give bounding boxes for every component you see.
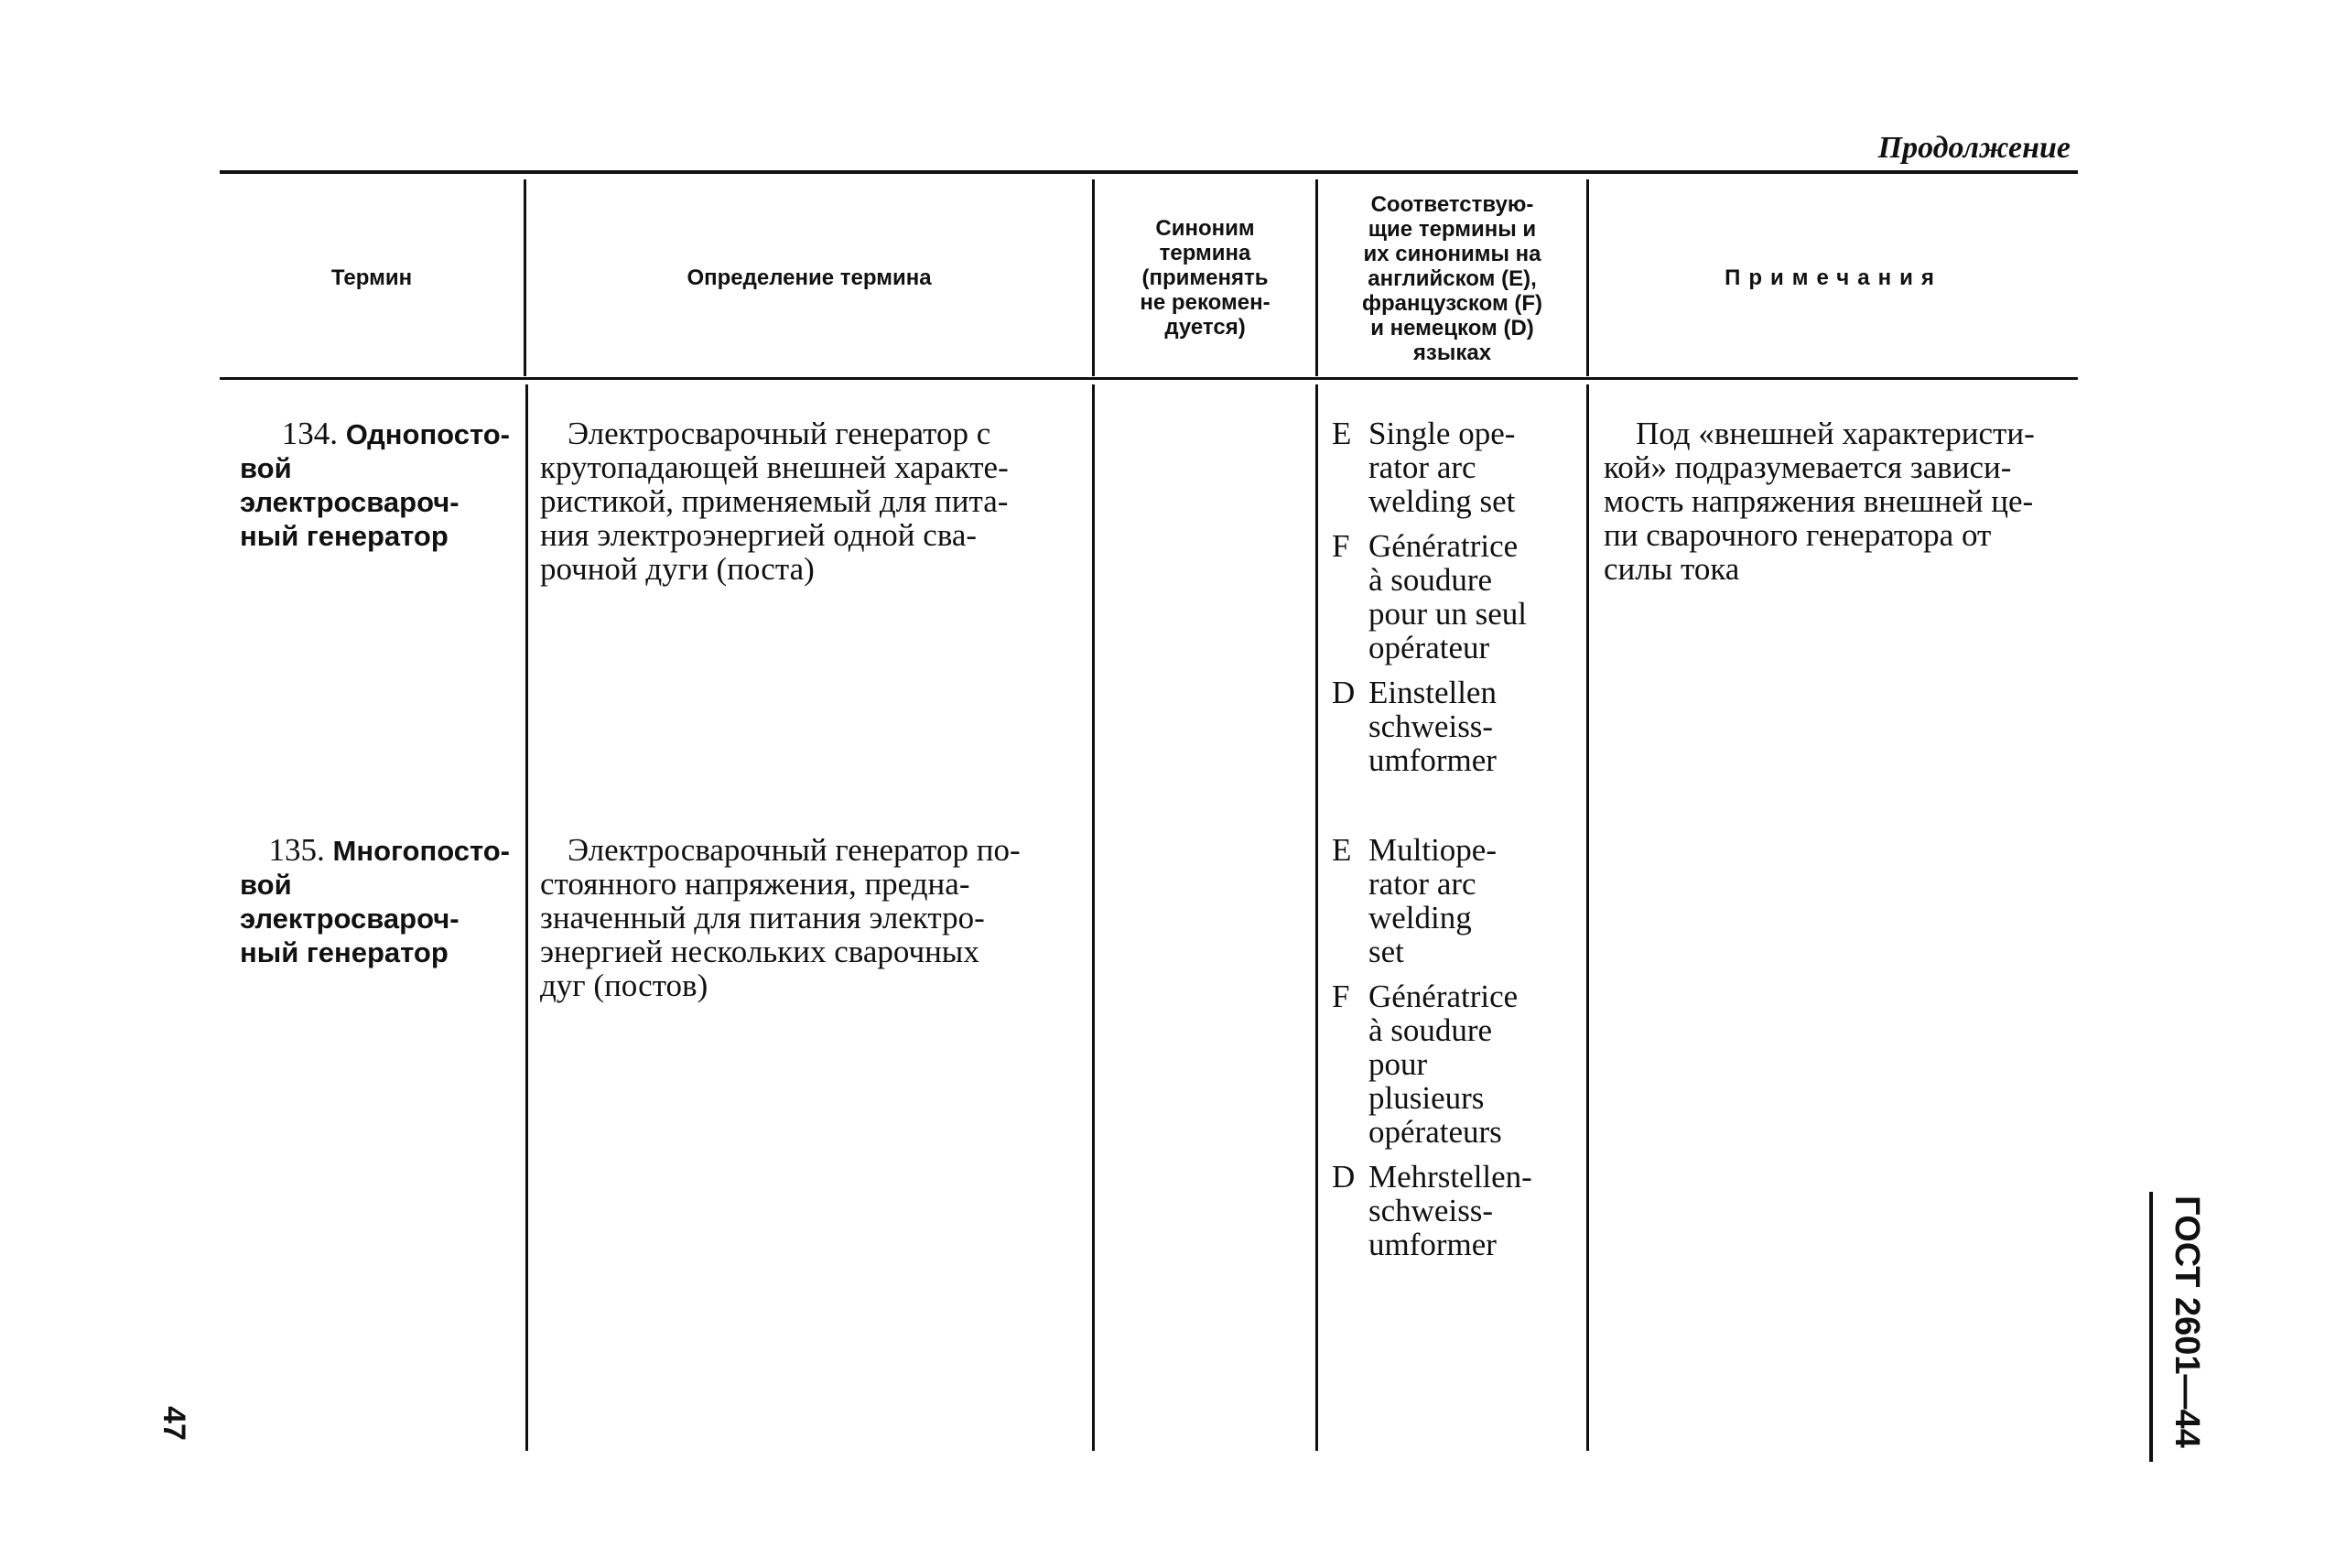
header-synonym-line: термина [1159,241,1251,265]
note-text: Под «внешней характеристи- [1636,416,2035,451]
equivalents-cell-135 [1332,833,1579,1272]
column-divider [525,384,528,1451]
equivalent-text: à soudure [1368,562,1493,598]
term-line [240,833,510,868]
header-term [220,179,524,376]
header-equivalents-line: и немецком (D) [1370,315,1534,341]
equivalent-text: Single ope- [1368,416,1516,451]
term-name-part: ный генератор [240,936,449,968]
definition-line: крутопадающей внешней характе- [540,449,1009,485]
header-notes [1589,179,2078,376]
header-equivalents-line: Соответствую- [1370,191,1534,217]
equivalent-text: welding [1368,900,1472,935]
equivalent-text: schweiss- [1368,708,1494,744]
equivalent-text: umformer [1368,742,1497,778]
header-equivalents [1318,183,1586,373]
equivalent-text: welding set [1368,483,1516,519]
language-letter: E [1332,416,1352,451]
note-line: кой» подразумевается зависи- [1604,449,2012,485]
equivalent-text: Mehrstellen- [1368,1159,1532,1195]
header-equivalents-line: английском (Е), [1368,265,1537,291]
note-line: силы тока [1604,551,1740,587]
equivalent-text: Génératrice [1368,979,1519,1014]
equivalent-french [1332,979,1579,1149]
term-number: 134. [281,416,339,451]
language-letter: E [1332,832,1352,868]
equivalent-text: Génératrice [1368,528,1519,564]
term-cell-135 [240,833,510,969]
column-divider [1586,384,1589,1451]
note-line: пи сварочного генератора от [1604,517,1992,553]
equivalent-text: rator arc [1368,449,1476,485]
definition-line: стоянного напряжения, предна- [540,866,970,902]
definition-line: энергией нескольких сварочных [540,934,979,969]
term-name-part: Многопосто- [332,835,510,867]
term-line [240,416,510,451]
definition-line: рочной дуги (поста) [540,551,815,587]
header-synonym-line: (применять [1141,265,1269,290]
equivalent-text: plusieurs [1368,1080,1485,1116]
page-number: 47 [157,1406,191,1441]
equivalent-german [1332,676,1579,777]
header-bottom-rule [220,377,2078,380]
column-divider [1315,384,1318,1451]
definition-text: Электросварочный генератор с [568,416,991,451]
header-term-text: Термин [330,265,413,290]
header-notes-text: Примечания [1725,265,1942,290]
definition-line: дуг (постов) [540,968,708,1003]
language-letter: F [1332,979,1350,1014]
header-equivalents-line: языках [1412,340,1492,365]
term-number: 135. [268,832,325,868]
definition-line: значенный для питания электро- [540,900,985,935]
equivalent-text: pour [1368,1046,1428,1082]
standard-code-rule [2149,1192,2153,1462]
column-divider [1092,384,1095,1451]
table-top-rule [220,170,2078,174]
header-synonym-line: не рекомен- [1140,290,1271,315]
equivalent-french [1332,529,1579,665]
equivalent-text: opérateurs [1368,1114,1502,1150]
language-letter: D [1332,1159,1356,1195]
equivalent-text: Einstellen [1368,675,1497,710]
equivalent-text: schweiss- [1368,1193,1494,1228]
language-letter: D [1332,675,1356,710]
equivalent-text: rator arc [1368,866,1476,902]
definition-cell-134 [540,416,1080,586]
equivalent-english [1332,416,1579,518]
language-letter: F [1332,528,1350,564]
header-equivalents-line: щие термины и [1368,216,1537,242]
notes-cell-134 [1604,416,2084,586]
header-definition-text: Определение термина [687,265,932,290]
header-synonym [1095,179,1315,376]
definition-cell-135 [540,833,1080,1002]
equivalent-text: Multiope- [1368,832,1497,868]
standard-code: ГОСТ 2601—44 [2168,1195,2206,1448]
header-equivalents-line: их синонимы на [1363,241,1541,266]
term-cell-134 [240,416,510,553]
equivalent-text: opérateur [1368,630,1490,665]
equivalent-english [1332,833,1579,968]
note-line: мость напряжения внешней це- [1604,483,2034,519]
term-name-part: вой электросвароч- [240,452,460,518]
definition-text: Электросварочный генератор по- [568,832,1021,868]
equivalent-text: à soudure [1368,1012,1493,1048]
term-name-part: Однопосто- [345,418,510,450]
header-synonym-line: дуется) [1164,315,1246,340]
equivalent-text: set [1368,934,1404,969]
definition-line [540,416,1080,450]
continuation-label: Продолжение [1877,131,2071,165]
header-synonym-line: Синоним [1155,216,1255,241]
header-equivalents-line: французском (F) [1361,290,1543,316]
equivalent-text: pour un seul [1368,596,1528,632]
term-name-part: ный генератор [240,520,449,552]
term-name-part: вой электросвароч- [240,869,460,935]
definition-line: ристикой, применяемый для пита- [540,483,1009,519]
header-definition [526,179,1092,376]
definition-line: ния электроэнергией одной сва- [540,517,978,553]
definition-line [540,833,1080,867]
equivalent-text: umformer [1368,1227,1497,1262]
equivalents-cell-134 [1332,416,1579,788]
equivalent-german [1332,1160,1579,1261]
note-line [1604,416,2084,450]
